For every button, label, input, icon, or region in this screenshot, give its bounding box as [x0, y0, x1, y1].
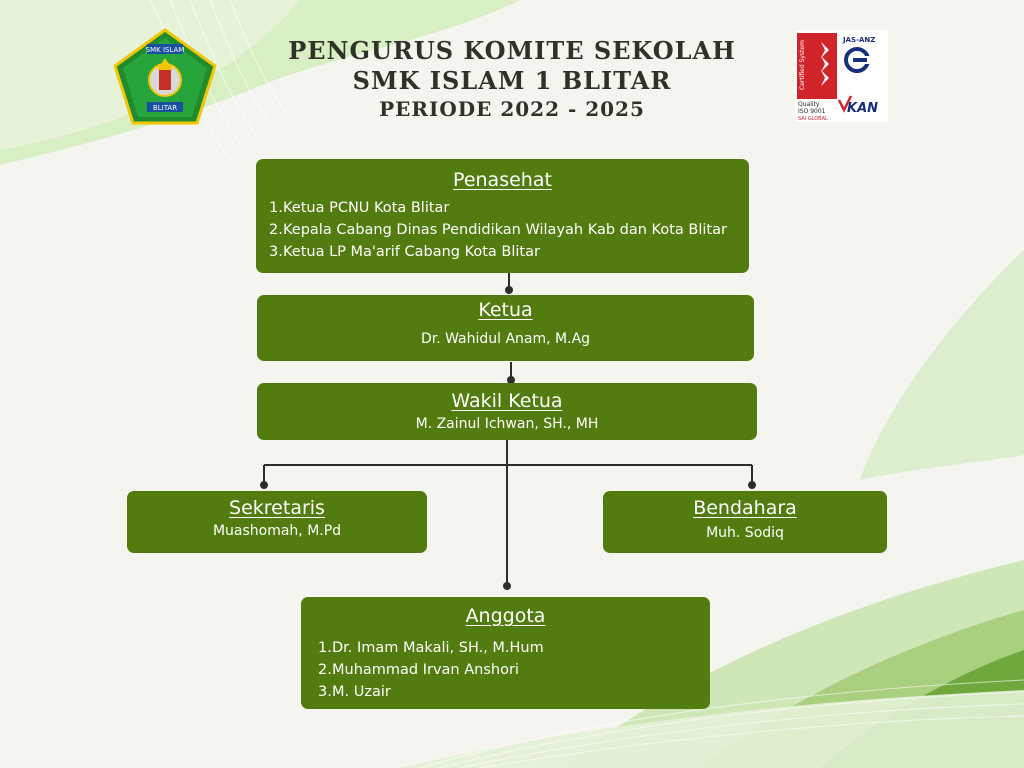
- bendahara-name: Muh. Sodiq: [706, 525, 784, 541]
- ketua-box: [257, 295, 754, 361]
- sekretaris-name: Muashomah, M.Pd: [212, 523, 342, 539]
- list-item: 3.Ketua LP Ma'arif Cabang Kota Blitar: [269, 244, 540, 260]
- sekretaris-box: [127, 491, 427, 553]
- kan-text: KAN: [847, 101, 879, 116]
- logo-bottom-text: BLITAR: [152, 104, 178, 112]
- list-item: 3.M. Uzair: [318, 684, 391, 700]
- anggota-box: [301, 597, 710, 709]
- list-item: 2.Kepala Cabang Dinas Pendidikan Wilayah Kab dan Kota Blitar: [269, 222, 727, 238]
- anggota-list: [301, 637, 710, 703]
- sekretaris-title: Sekretaris: [229, 497, 325, 519]
- ketua-title: Ketua: [478, 299, 533, 321]
- cert-line3: SAI GLOBAL: [798, 116, 828, 122]
- penasehat-title: Penasehat: [453, 169, 552, 191]
- jas-anz-text: JAS-ANZ: [843, 36, 876, 44]
- penasehat-list: [256, 197, 749, 263]
- wakil-ketua-title: Wakil Ketua: [451, 390, 563, 412]
- list-item: 1.Dr. Imam Makali, SH., M.Hum: [318, 640, 544, 656]
- list-item: 1.Ketua PCNU Kota Blitar: [269, 200, 450, 216]
- wakil-ketua-name: M. Zainul Ichwan, SH., MH: [415, 416, 599, 432]
- school-name: SMK ISLAM 1 BLITAR: [352, 66, 672, 95]
- period-subtitle: PERIODE 2022 - 2025: [379, 97, 645, 121]
- cert-line1: Quality: [798, 101, 820, 108]
- logo-top-text: SMK ISLAM: [145, 46, 185, 54]
- list-item: 2.Muhammad Irvan Anshori: [318, 662, 519, 678]
- bendahara-title: Bendahara: [693, 497, 797, 519]
- page-title: PENGURUS KOMITE SEKOLAH: [288, 36, 736, 65]
- cert-line2: ISO 9001: [798, 108, 826, 115]
- anggota-title: Anggota: [465, 605, 546, 627]
- wakil-ketua-box: [257, 383, 757, 440]
- bendahara-box: [603, 491, 887, 553]
- penasehat-box: [256, 159, 749, 273]
- ketua-name: Dr. Wahidul Anam, M.Ag: [420, 331, 591, 347]
- cert-side-text: Certified System: [799, 40, 806, 90]
